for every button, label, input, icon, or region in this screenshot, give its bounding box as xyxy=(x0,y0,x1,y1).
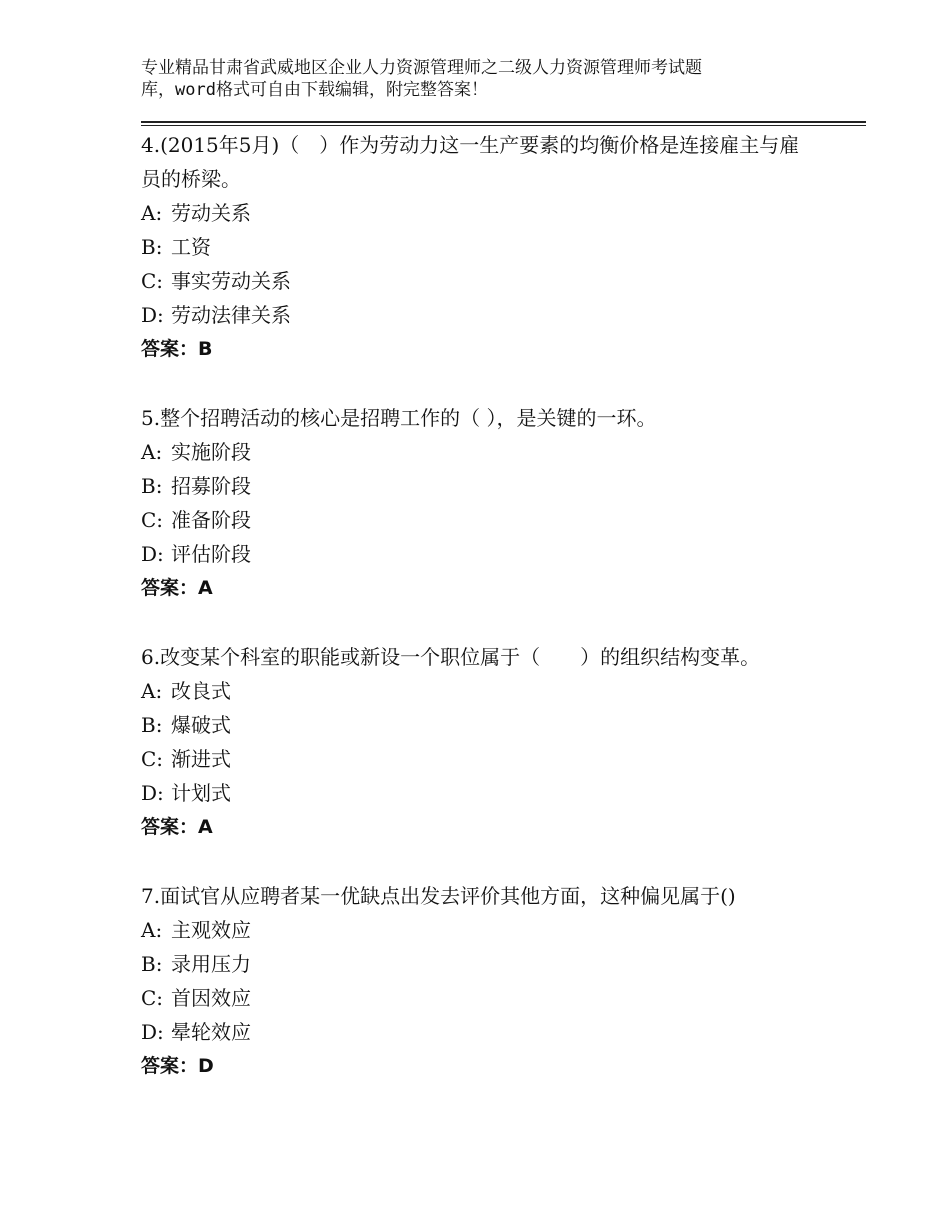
answer-label: 答案： xyxy=(141,577,199,599)
answer-label: 答案： xyxy=(141,1055,199,1077)
option-letter: C: xyxy=(141,986,164,1010)
option-text: 事实劳动关系 xyxy=(171,269,291,293)
option-letter: C: xyxy=(141,269,164,293)
option-letter: B: xyxy=(141,713,163,737)
question-text: 6.改变某个科室的职能或新设一个职位属于（ ）的组织结构变革。 xyxy=(141,645,761,669)
option-letter: A: xyxy=(141,679,163,703)
option-text: 劳动关系 xyxy=(171,201,251,225)
question-6 xyxy=(141,640,841,844)
option-d xyxy=(141,298,841,332)
answer-label: 答案： xyxy=(141,816,199,838)
question-text: 4.(2015年5月)（ ）作为劳动力这一生产要素的均衡价格是连接雇主与雇员的桥梁。 xyxy=(141,133,800,191)
option-letter: A: xyxy=(141,201,163,225)
option-c xyxy=(141,981,841,1015)
option-b xyxy=(141,947,841,981)
option-text: 评估阶段 xyxy=(171,542,251,566)
option-c xyxy=(141,264,841,298)
option-text: 改良式 xyxy=(171,679,231,703)
option-b xyxy=(141,708,841,742)
header-line-2: 库，word格式可自由下载编辑，附完整答案！ xyxy=(141,80,488,100)
header-rule-thick xyxy=(141,121,866,123)
option-text: 招募阶段 xyxy=(171,474,251,498)
option-b xyxy=(141,469,841,503)
option-text: 首因效应 xyxy=(171,986,251,1010)
option-letter: A: xyxy=(141,440,163,464)
option-text: 实施阶段 xyxy=(171,440,251,464)
option-text: 准备阶段 xyxy=(171,508,251,532)
answer-line xyxy=(141,571,841,605)
answer-value: B xyxy=(198,338,213,360)
option-letter: D: xyxy=(141,781,164,805)
option-letter: B: xyxy=(141,952,163,976)
option-text: 爆破式 xyxy=(171,713,231,737)
option-a xyxy=(141,196,841,230)
option-text: 工资 xyxy=(171,235,211,259)
option-letter: B: xyxy=(141,474,163,498)
document-header xyxy=(141,57,801,101)
option-text: 主观效应 xyxy=(171,918,251,942)
header-line-1: 专业精品甘肃省武威地区企业人力资源管理师之二级人力资源管理师考试题 xyxy=(141,58,702,78)
answer-value: D xyxy=(198,1055,214,1077)
option-letter: B: xyxy=(141,235,163,259)
option-letter: D: xyxy=(141,1020,164,1044)
option-text: 录用压力 xyxy=(171,952,251,976)
header-rule-thin xyxy=(141,125,866,126)
answer-line xyxy=(141,332,841,366)
option-letter: C: xyxy=(141,508,164,532)
option-c xyxy=(141,742,841,776)
option-d xyxy=(141,537,841,571)
option-text: 计划式 xyxy=(171,781,231,805)
question-list xyxy=(141,128,841,1083)
answer-line xyxy=(141,810,841,844)
option-letter: D: xyxy=(141,542,164,566)
option-letter: D: xyxy=(141,303,164,327)
question-7 xyxy=(141,879,841,1083)
option-b xyxy=(141,230,841,264)
option-text: 晕轮效应 xyxy=(171,1020,251,1044)
question-5 xyxy=(141,401,841,605)
option-text: 渐进式 xyxy=(171,747,231,771)
question-text: 7.面试官从应聘者某一优缺点出发去评价其他方面，这种偏见属于() xyxy=(141,884,736,908)
option-d xyxy=(141,776,841,810)
answer-value: A xyxy=(198,577,213,599)
answer-value: A xyxy=(198,816,213,838)
option-a xyxy=(141,913,841,947)
option-text: 劳动法律关系 xyxy=(171,303,291,327)
answer-label: 答案： xyxy=(141,338,199,360)
option-c xyxy=(141,503,841,537)
option-a xyxy=(141,674,841,708)
option-a xyxy=(141,435,841,469)
option-letter: C: xyxy=(141,747,164,771)
option-letter: A: xyxy=(141,918,163,942)
question-text: 5.整个招聘活动的核心是招聘工作的（ ），是关键的一环。 xyxy=(141,406,657,430)
answer-line xyxy=(141,1049,841,1083)
option-d xyxy=(141,1015,841,1049)
question-4 xyxy=(141,128,841,366)
